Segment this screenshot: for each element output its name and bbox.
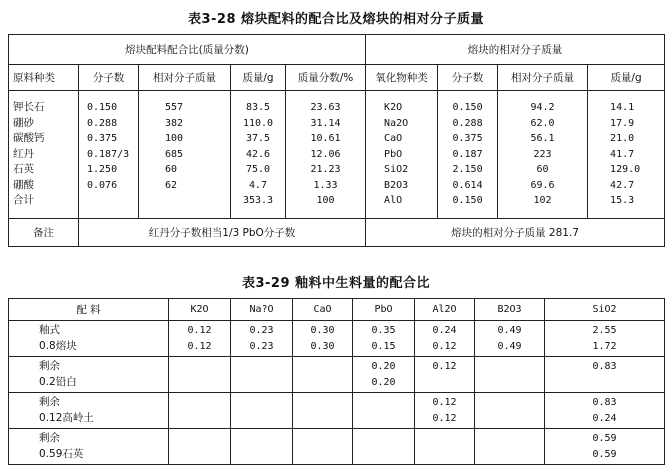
t29-cell: 0.12 bbox=[415, 357, 475, 393]
t29-header: Al2O bbox=[415, 299, 475, 321]
t29-cell: 0.12 0.12 bbox=[169, 321, 231, 357]
ox-mass-cell: 14.1 17.9 21.0 41.7 129.0 42.7 15.3 bbox=[588, 91, 665, 219]
t29-row-label: 剩余 0.2铅白 bbox=[9, 357, 169, 393]
t29-header: Na?O bbox=[231, 299, 293, 321]
t29-cell bbox=[231, 393, 293, 429]
t29-cell bbox=[353, 393, 415, 429]
note-left: 红丹分子数相当1/3 PbO分子数 bbox=[79, 219, 366, 247]
ox-mw-cell: 94.2 62.0 56.1 223 60 69.6 102 bbox=[498, 91, 588, 219]
mw-cell: 557 382 100 685 60 62 bbox=[139, 91, 231, 219]
t29-header: SiO2 bbox=[545, 299, 665, 321]
t29-cell: 2.55 1.72 bbox=[545, 321, 665, 357]
note-right: 熔块的相对分子质量 281.7 bbox=[366, 219, 665, 247]
right-group-header: 熔块的相对分子质量 bbox=[366, 35, 665, 65]
t29-cell bbox=[169, 429, 231, 465]
t29-cell bbox=[293, 393, 353, 429]
note-label: 备注 bbox=[9, 219, 79, 247]
t29-header: K2O bbox=[169, 299, 231, 321]
materials-cell: 钾长石 硼砂 碳酸钙 红丹 石英 硼酸 合计 bbox=[9, 91, 79, 219]
mass-cell: 83.5 110.0 37.5 42.6 75.0 4.7 353.3 bbox=[231, 91, 286, 219]
t29-cell: 0.30 0.30 bbox=[293, 321, 353, 357]
t29-cell bbox=[475, 357, 545, 393]
col-header: 质量分数/% bbox=[286, 65, 366, 91]
t29-cell bbox=[353, 429, 415, 465]
t29-cell bbox=[231, 429, 293, 465]
t29-cell bbox=[475, 393, 545, 429]
t29-cell: 0.24 0.12 bbox=[415, 321, 475, 357]
col-header: 原料种类 bbox=[9, 65, 79, 91]
col-header: 质量/g bbox=[231, 65, 286, 91]
t29-cell bbox=[231, 357, 293, 393]
t29-cell bbox=[169, 357, 231, 393]
t29-cell bbox=[293, 357, 353, 393]
mol-cell: 0.150 0.288 0.375 0.187/3 1.250 0.076 bbox=[79, 91, 139, 219]
pct-cell: 23.63 31.14 10.61 12.06 21.23 1.33 100 bbox=[286, 91, 366, 219]
col-header: 质量/g bbox=[588, 65, 665, 91]
t29-corner: 配 料 bbox=[9, 299, 169, 321]
t29-cell: 0.12 0.12 bbox=[415, 393, 475, 429]
col-header: 分子数 bbox=[79, 65, 139, 91]
t29-cell bbox=[475, 429, 545, 465]
t29-row-label: 剩余 0.59石英 bbox=[9, 429, 169, 465]
table29-title: 表3-29 釉料中生料量的配合比 bbox=[241, 276, 431, 291]
t29-row-label: 釉式 0.8熔块 bbox=[9, 321, 169, 357]
t29-cell: 0.49 0.49 bbox=[475, 321, 545, 357]
t29-cell: 0.83 0.24 bbox=[545, 393, 665, 429]
t29-cell: 0.83 bbox=[545, 357, 665, 393]
t29-cell bbox=[293, 429, 353, 465]
table28-title: 表3-28 熔块配料的配合比及熔块的相对分子质量 bbox=[187, 12, 485, 27]
t29-cell: 0.23 0.23 bbox=[231, 321, 293, 357]
t29-row-label: 剩余 0.12高岭土 bbox=[9, 393, 169, 429]
t29-cell: 0.20 0.20 bbox=[353, 357, 415, 393]
table29 bbox=[8, 298, 665, 465]
t29-header: CaO bbox=[293, 299, 353, 321]
col-header: 分子数 bbox=[438, 65, 498, 91]
col-header: 氧化物种类 bbox=[366, 65, 438, 91]
ox-mol-cell: 0.150 0.288 0.375 0.187 2.150 0.614 0.150 bbox=[438, 91, 498, 219]
t29-cell: 0.35 0.15 bbox=[353, 321, 415, 357]
table28 bbox=[8, 34, 665, 247]
t29-header: B2O3 bbox=[475, 299, 545, 321]
t29-header: PbO bbox=[353, 299, 415, 321]
col-header: 相对分子质量 bbox=[139, 65, 231, 91]
col-header: 相对分子质量 bbox=[498, 65, 588, 91]
oxides-cell: K2O Na2O CaO PbO SiO2 B2O3 AlO bbox=[366, 91, 438, 219]
t29-cell bbox=[169, 393, 231, 429]
t29-cell bbox=[415, 429, 475, 465]
left-group-header: 熔块配料配合比(质量分数) bbox=[9, 35, 366, 65]
t29-cell: 0.59 0.59 bbox=[545, 429, 665, 465]
